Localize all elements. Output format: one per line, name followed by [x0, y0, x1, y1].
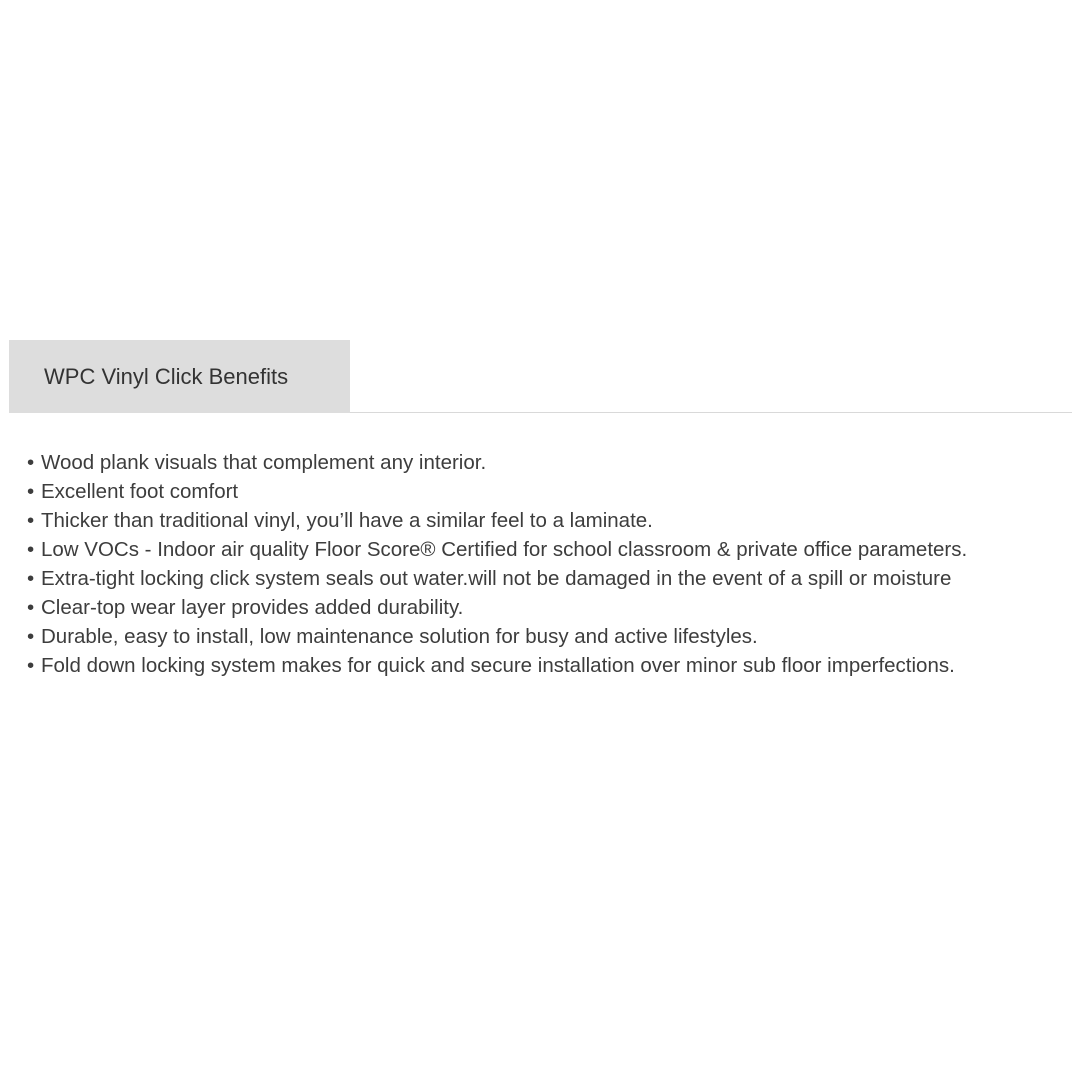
list-item	[27, 448, 1072, 477]
benefit-text: Wood plank visuals that complement any interior.	[41, 451, 487, 474]
benefit-text: Thicker than traditional vinyl, you’ll have a similar feel to a laminate.	[41, 509, 653, 532]
benefits-list	[27, 448, 1072, 680]
bullet: •	[27, 567, 35, 590]
benefit-text: Clear-top wear layer provides added durability.	[41, 596, 464, 619]
list-item	[27, 593, 1072, 622]
tab-bar	[9, 340, 1072, 413]
list-item	[27, 564, 1072, 593]
tab-label: WPC Vinyl Click Benefits	[44, 363, 289, 389]
benefit-text: Durable, easy to install, low maintenance solution for busy and active lifestyles.	[41, 625, 758, 648]
list-item	[27, 506, 1072, 535]
bullet: •	[27, 654, 35, 677]
benefit-text: Low VOCs - Indoor air quality Floor Score® Certified for school classroom & private office parameters.	[41, 538, 968, 561]
benefit-text: Fold down locking system makes for quick and secure installation over minor sub floor imperfections.	[41, 654, 955, 677]
benefit-text: Excellent foot comfort	[41, 480, 239, 503]
bullet: •	[27, 625, 35, 648]
list-item	[27, 477, 1072, 506]
benefit-text: Extra-tight locking click system seals out water.will not be damaged in the event of a spill or moisture	[41, 567, 952, 590]
list-item	[27, 535, 1072, 564]
bullet: •	[27, 538, 35, 561]
bullet: •	[27, 451, 35, 474]
list-item	[27, 651, 1072, 680]
bullet: •	[27, 509, 35, 532]
bullet: •	[27, 596, 35, 619]
list-item	[27, 622, 1072, 651]
tab-wpc-vinyl-click-benefits[interactable]	[9, 340, 350, 413]
bullet: •	[27, 480, 35, 503]
